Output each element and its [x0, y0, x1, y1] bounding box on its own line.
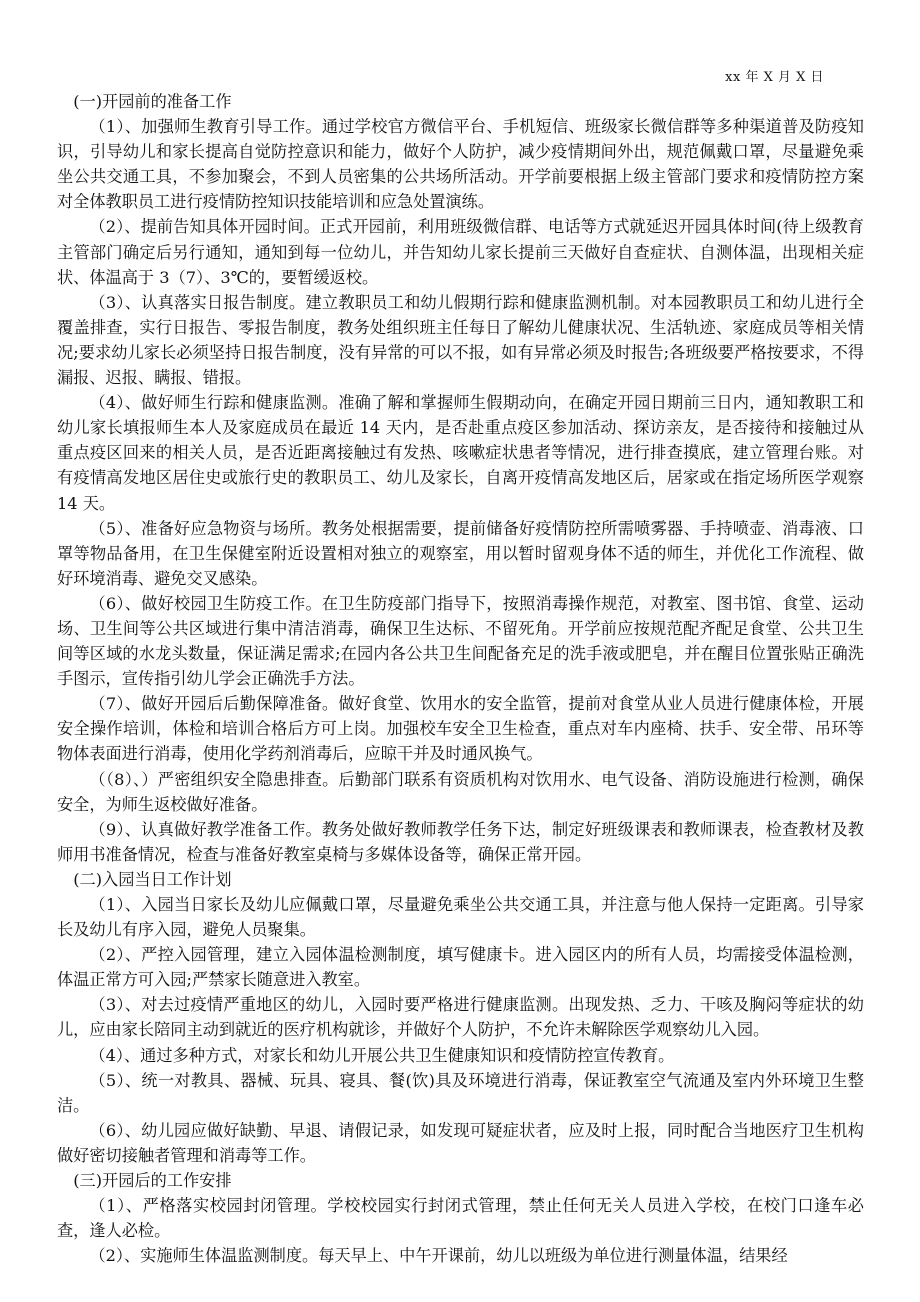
section-heading: (一)开园前的准备工作	[73, 92, 232, 111]
section-heading: (三)开园后的工作安排	[73, 1171, 232, 1191]
paragraph: （2）、实施师生体温监测制度。每天早上、中午开课前，幼儿以班级为单位进行测量体温，结果经	[89, 1246, 788, 1266]
paragraph: （（8）、）严密组织安全隐患排查。后勤部门联系有资质机构对饮用水、电气设备、消防设施进行检测，确保安全，为师生返校做好准备。	[57, 769, 864, 814]
document-body	[57, 89, 864, 1268]
paragraph: （1）、严格落实校园封闭管理。学校校园实行封闭式管理，禁止任何无关人员进入学校，在校门口逢车必查，逢人必检。	[57, 1196, 864, 1241]
paragraph: （1）、入园当日家长及幼儿应佩戴口罩，尽量避免乘坐公共交通工具，并注意与他人保持一定距离。引导家长及幼儿有序入园，避免人员聚集。	[57, 895, 864, 940]
paragraph: （3）、认真落实日报告制度。建立教职员工和幼儿假期行踪和健康监测机制。对本园教职员工和幼儿进行全覆盖排查，实行日报告、零报告制度，教务处组织班主任每日了解幼儿健康状况、生活轨迹、家庭成员等相关情况;要求幼儿家长必须坚持日报告制度，没有异常的可以不报，如有异常必须及时报告;各班级要严格按要求，不得漏报、迟报、瞒报、错报。	[57, 292, 864, 388]
paragraph: （6）、做好校园卫生防疫工作。在卫生防疫部门指导下，按照消毒操作规范，对教室、图书馆、食堂、运动场、卫生间等公共区域进行集中清洁消毒，确保卫生达标、不留死角。开学前应按规范配齐配足食堂、公共卫生间等区域的水龙头数量，保证满足需求;在园内各公共卫生间配备充足的洗手液或肥皂，并在醒目位置张贴正确洗手图示，宣传指引幼儿学会正确洗手方法。	[57, 593, 864, 689]
section-heading: (二)入园当日工作计划	[73, 869, 232, 889]
paragraph: （5）、统一对教具、器械、玩具、寝具、餐(饮)具及环境进行消毒，保证教室空气流通及室内外环境卫生整洁。	[57, 1070, 864, 1115]
paragraph: （4）、做好师生行踪和健康监测。准确了解和掌握师生假期动向，在确定开园日期前三日内，通知教职工和幼儿家长填报师生本人及家庭成员在最近 14 天内，是否赴重点疫区参加活动、探访亲友，是否接待和接触过从重点疫区回来的相关人员，是否近距离接触过有发热、咳嗽症状患者等情况，进行排查摸底，建立管理台账。对有疫情高发地区居住史或旅行史的教职员工、幼儿及家长，自离开疫情高发地区后，居家或在指定场所医学观察 14 天。	[57, 393, 864, 513]
paragraph: （6）、幼儿园应做好缺勤、早退、请假记录，如发现可疑症状者，应及时上报，同时配合当地医疗卫生机构做好密切接触者管理和消毒等工作。	[57, 1120, 864, 1165]
paragraph: （1）、加强师生教育引导工作。通过学校官方微信平台、手机短信、班级家长微信群等多种渠道普及防疫知识，引导幼儿和家长提高自觉防控意识和能力，做好个人防护，减少疫情期间外出，规范佩戴口罩，尽量避免乘坐公共交通工具，不参加聚会，不到人员密集的公共场所活动。开学前要根据上级主管部门要求和疫情防控方案对全体教职员工进行疫情防控知识技能培训和应急处置演练。	[57, 117, 864, 212]
paragraph: （4）、通过多种方式，对家长和幼儿开展公共卫生健康知识和疫情防控宣传教育。	[89, 1045, 675, 1065]
paragraph: （7）、做好开园后后勤保障准备。做好食堂、饮用水的安全监管，提前对食堂从业人员进行健康体检，开展安全操作培训，体检和培训合格后方可上岗。加强校车安全卫生检查，重点对车内座椅、扶手、安全带、吊环等物体表面进行消毒，使用化学药剂消毒后，应晾干并及时通风换气。	[57, 694, 864, 764]
paragraph: （2）、严控入园管理，建立入园体温检测制度，填写健康卡。进入园区内的所有人员，均需接受体温检测，体温正常方可入园;严禁家长随意进入教室。	[57, 945, 864, 990]
document-date: xx 年 X 月 X 日	[725, 70, 824, 85]
paragraph: （2）、提前告知具体开园时间。正式开园前，利用班级微信群、电话等方式就延迟开园具体时间(待上级教育主管部门确定后另行通知，通知到每一位幼儿，并告知幼儿家长提前三天做好自查症状、自测体温，出现相关症状、体温高于 3（7）、3℃的，要暂缓返校。	[57, 217, 864, 287]
paragraph: （9）、认真做好教学准备工作。教务处做好教师教学任务下达，制定好班级课表和教师课表，检查教材及教师用书准备情况，检查与准备好教室桌椅与多媒体设备等，确保正常开园。	[57, 819, 864, 864]
paragraph: （5）、准备好应急物资与场所。教务处根据需要，提前储备好疫情防控所需喷雾器、手持喷壶、消毒液、口罩等物品备用，在卫生保健室附近设置相对独立的观察室，用以暂时留观身体不适的师生，并优化工作流程、做好环境消毒、避免交叉感染。	[57, 518, 864, 588]
paragraph: （3）、对去过疫情严重地区的幼儿，入园时要严格进行健康监测。出现发热、乏力、干咳及胸闷等症状的幼儿，应由家长陪同主动到就近的医疗机构就诊，并做好个人防护，不允许未解除医学观察幼儿入园。	[57, 995, 864, 1040]
